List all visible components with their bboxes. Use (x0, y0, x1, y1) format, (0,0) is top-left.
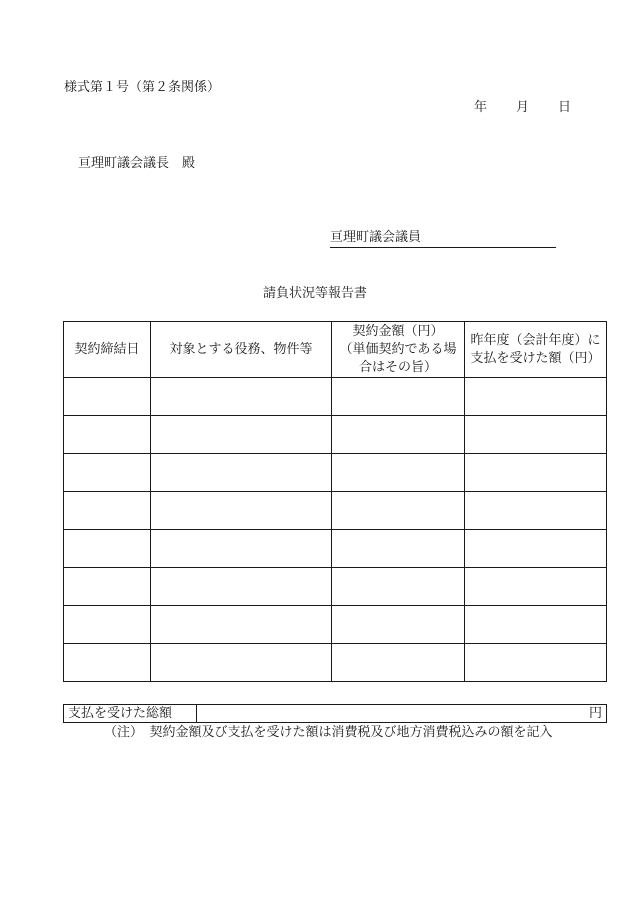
cell-target[interactable] (151, 644, 332, 682)
date-year: 年 (474, 100, 488, 115)
cell-amount[interactable] (332, 378, 465, 416)
table-row (64, 644, 607, 682)
cell-contract-date[interactable] (64, 606, 151, 644)
cell-contract-date[interactable] (64, 568, 151, 606)
table-row (64, 530, 607, 568)
document-title: 請負状況等報告書 (262, 286, 367, 301)
header-amount-line1: 契約金額（円） (352, 323, 444, 339)
header-prev-year-line2: 支払を受けた額（円） (470, 350, 601, 366)
header-prev-year-line1: 昨年度（会計年度）に (470, 332, 601, 348)
cell-prev-year[interactable] (465, 378, 607, 416)
header-prev-year-paid (465, 322, 607, 378)
cell-amount[interactable] (332, 606, 465, 644)
header-contract-date: 契約締結日 (64, 322, 151, 378)
cell-prev-year[interactable] (465, 454, 607, 492)
cell-contract-date[interactable] (64, 644, 151, 682)
cell-prev-year[interactable] (465, 606, 607, 644)
total-unit: 円 (588, 706, 602, 721)
header-target: 対象とする役務、物件等 (151, 322, 332, 378)
date-day: 日 (558, 100, 572, 115)
cell-contract-date[interactable] (64, 378, 151, 416)
cell-amount[interactable] (332, 416, 465, 454)
cell-contract-date[interactable] (64, 416, 151, 454)
cell-amount[interactable] (332, 454, 465, 492)
table-row (64, 378, 607, 416)
table-row (64, 606, 607, 644)
cell-contract-date[interactable] (64, 530, 151, 568)
cell-prev-year[interactable] (465, 416, 607, 454)
total-value-field[interactable] (197, 705, 607, 723)
total-label: 支払を受けた総額 (64, 705, 197, 723)
date-line (474, 100, 571, 116)
cell-target[interactable] (151, 378, 332, 416)
cell-prev-year[interactable] (465, 492, 607, 530)
cell-prev-year[interactable] (465, 644, 607, 682)
cell-amount[interactable] (332, 644, 465, 682)
table-header-row (64, 322, 607, 378)
total-paid-table (63, 704, 607, 723)
cell-target[interactable] (151, 606, 332, 644)
table-row (64, 416, 607, 454)
cell-prev-year[interactable] (465, 568, 607, 606)
table-row (64, 492, 607, 530)
cell-contract-date[interactable] (64, 454, 151, 492)
cell-target[interactable] (151, 530, 332, 568)
header-amount-line2: （単価契約である場 (339, 341, 457, 357)
header-contract-amount (332, 322, 465, 378)
cell-contract-date[interactable] (64, 492, 151, 530)
addressee: 亘理町議会議長 殿 (78, 156, 196, 171)
cell-target[interactable] (151, 568, 332, 606)
total-row (64, 705, 607, 723)
member-label: 亘理町議会議員 (330, 230, 422, 245)
table-row (64, 454, 607, 492)
date-month: 月 (516, 100, 530, 115)
cell-amount[interactable] (332, 530, 465, 568)
cell-target[interactable] (151, 492, 332, 530)
form-number: 様式第１号（第２条関係） (64, 80, 221, 95)
cell-target[interactable] (151, 454, 332, 492)
footnote: （注） 契約金額及び支払を受けた額は消費税及び地方消費税込みの額を記入 (104, 725, 553, 740)
contract-status-table (63, 321, 607, 682)
cell-amount[interactable] (332, 492, 465, 530)
header-amount-line3: 合はその旨） (358, 359, 437, 375)
table-row (64, 568, 607, 606)
member-signature-line[interactable] (330, 230, 556, 248)
cell-target[interactable] (151, 416, 332, 454)
cell-prev-year[interactable] (465, 530, 607, 568)
cell-amount[interactable] (332, 568, 465, 606)
